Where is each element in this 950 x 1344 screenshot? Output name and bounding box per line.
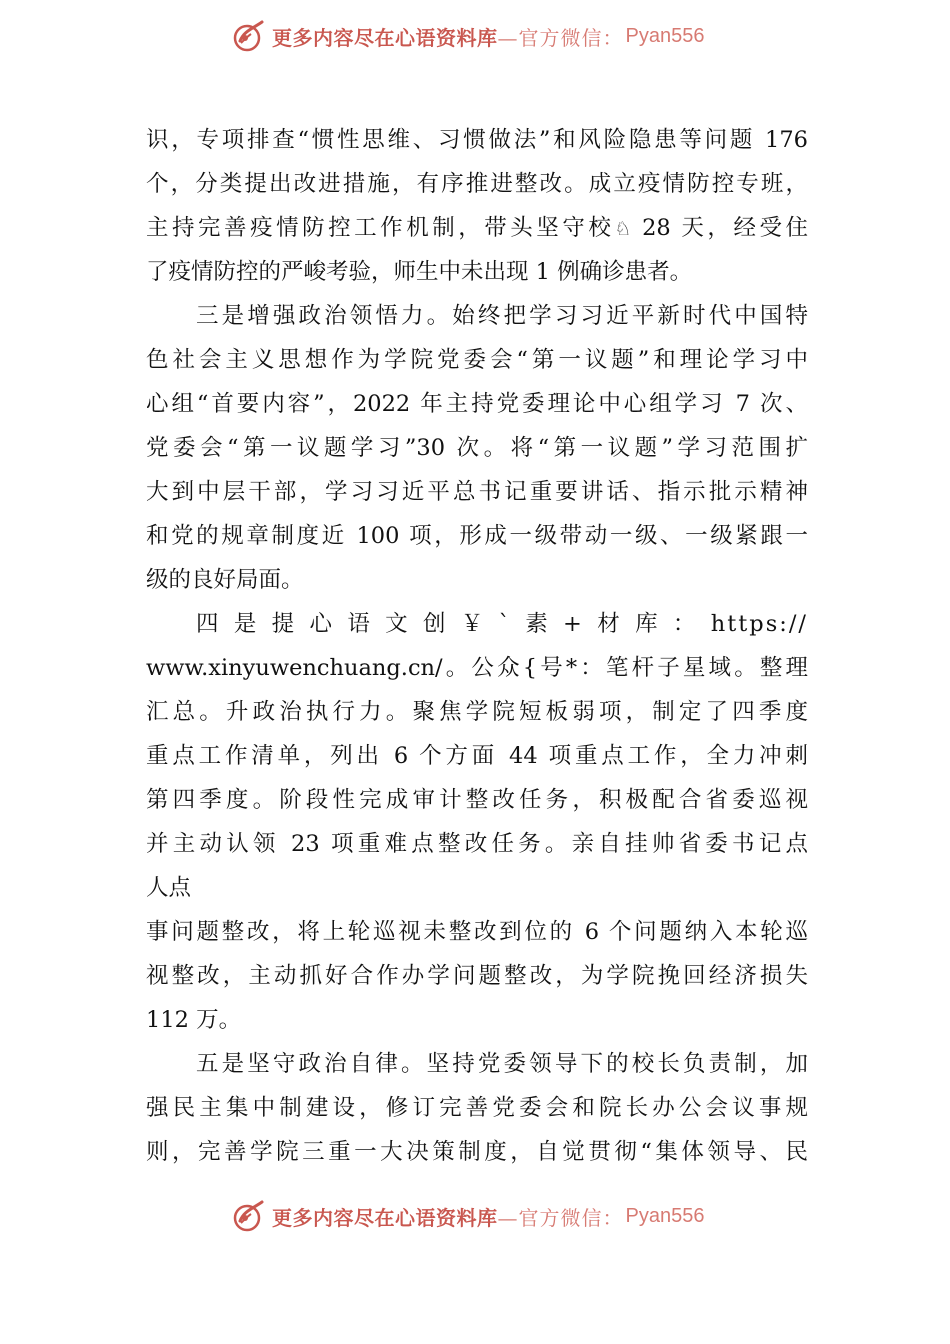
text-line: 级的良好局面。 bbox=[146, 567, 304, 593]
banner-subtitle: —官方微信： bbox=[497, 25, 624, 50]
text-line: 了疫情防控的严峻考验，师生中未出现 1 例确诊患者。 bbox=[146, 259, 693, 285]
text-line: 112 万。 bbox=[146, 1007, 242, 1033]
text-line: 大到中层干部，学习习近平总书记重要讲话、指示批示精神 bbox=[146, 479, 808, 505]
footer-banner bbox=[232, 1196, 704, 1236]
text-line: 则，完善学院三重一大决策制度，自觉贯彻“集体领导、民 bbox=[146, 1139, 808, 1165]
banner-subtitle: —官方微信： bbox=[497, 1205, 624, 1230]
banner-account: Pyan556 bbox=[625, 1204, 705, 1227]
text-line: 个，分类提出改进措施，有序推进整改。成立疫情防控专班， bbox=[146, 171, 808, 197]
text-line: 重点工作清单，列出 6 个方面 44 项重点工作，全力冲刺 bbox=[146, 743, 808, 769]
text-line: 心组“首要内容”，2022 年主持党委理论中心组学习 7 次、 bbox=[146, 391, 808, 417]
text-segment: 主持完善疫情防控工作机制，带头坚守校 bbox=[146, 215, 615, 241]
header-banner bbox=[232, 16, 704, 56]
text-line: 事问题整改，将上轮巡视未整改到位的 6 个问题纳入本轮巡 bbox=[146, 919, 808, 945]
text-line: 人点 bbox=[146, 875, 192, 901]
text-line: 五是坚守政治自律。坚持党委领导下的校长负责制，加 bbox=[196, 1051, 808, 1077]
text-line: 视整改，主动抓好合作办学问题整改，为学院挽回经济损失 bbox=[146, 963, 808, 989]
text-line: 党委会“第一议题学习”30 次。将“第一议题”学习范围扩 bbox=[146, 435, 808, 461]
text-line: www.xinyuwenchuang.cn/。公众{号*：笔杆子星域。整理 bbox=[146, 655, 808, 681]
garbled-glyph: ♘ bbox=[614, 218, 632, 240]
text-line: 和党的规章制度近 100 项，形成一级带动一级、一级紧跟一 bbox=[146, 523, 808, 549]
banner-title: 更多内容尽在心语资料库 bbox=[272, 1205, 498, 1230]
text-line: 第四季度。阶段性完成审计整改任务，积极配合省委巡视 bbox=[146, 787, 808, 813]
banner-account: Pyan556 bbox=[625, 24, 705, 47]
brush-logo-icon bbox=[232, 1199, 266, 1233]
text-line: 汇总。升政治执行力。聚焦学院短板弱项，制定了四季度 bbox=[146, 699, 808, 725]
text-segment: 28 天，经受住 bbox=[642, 215, 808, 241]
text-line: 四是提心语文创￥`素+材库：https:// bbox=[196, 611, 808, 637]
text-line: 色社会主义思想作为学院党委会“第一议题”和理论学习中 bbox=[146, 347, 808, 373]
banner-title: 更多内容尽在心语资料库 bbox=[272, 25, 498, 50]
text-line: 三是增强政治领悟力。始终把学习习近平新时代中国特 bbox=[196, 303, 808, 329]
brush-logo-icon bbox=[232, 19, 266, 53]
text-line: 强民主集中制建设，修订完善党委会和院长办公会议事规 bbox=[146, 1095, 808, 1121]
text-line: 识，专项排查“惯性思维、习惯做法”和风险隐患等问题 176 bbox=[146, 127, 808, 153]
text-line: 并主动认领 23 项重难点整改任务。亲自挂帅省委书记点 bbox=[146, 831, 808, 857]
text-line-composite bbox=[146, 206, 808, 250]
document-body bbox=[146, 118, 808, 1174]
